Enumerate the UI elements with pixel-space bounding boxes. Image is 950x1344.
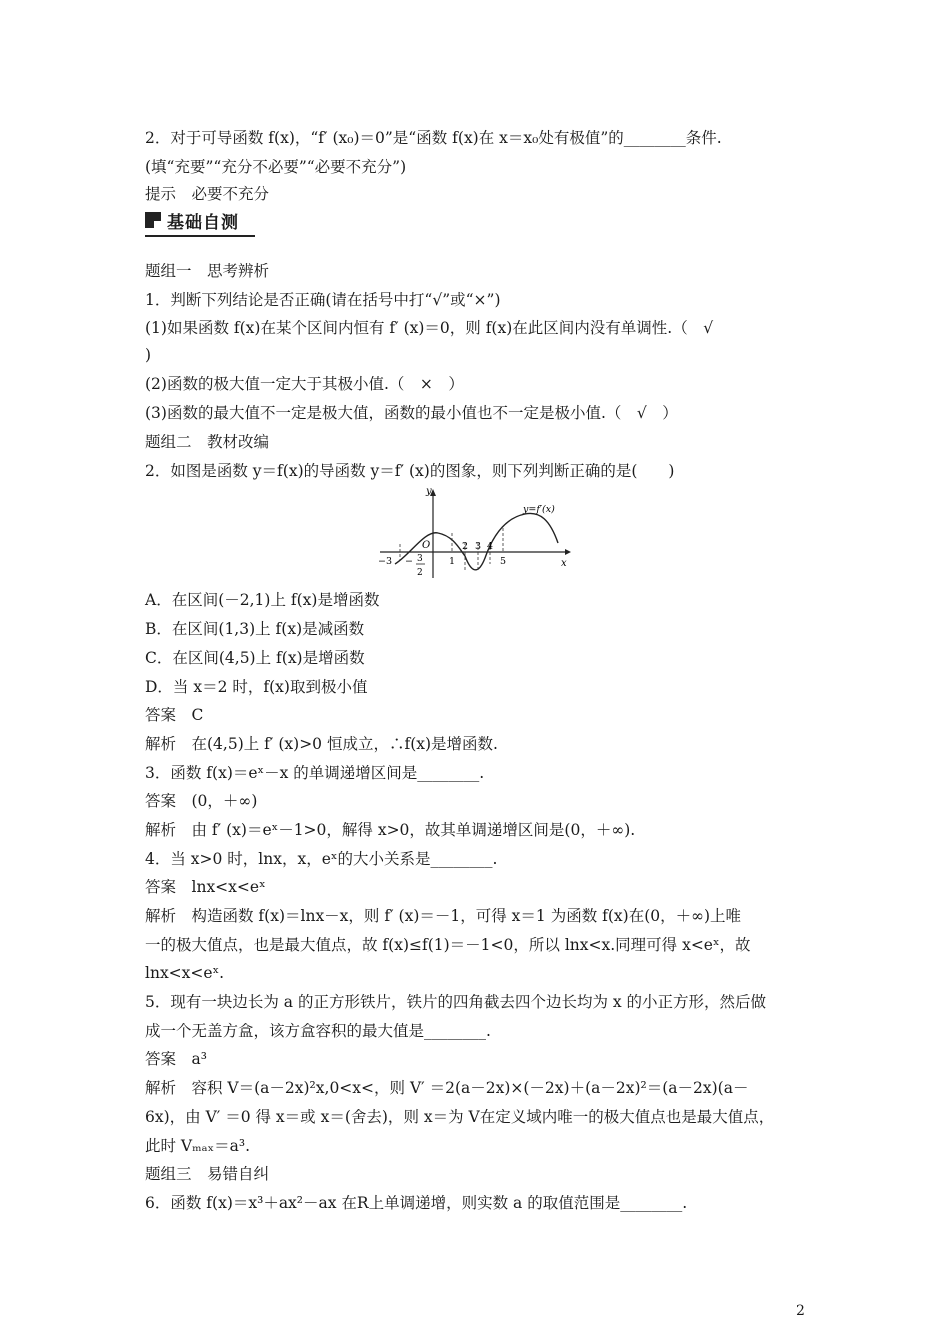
analysis-4-line-3: lnx<x<eˣ. xyxy=(145,964,225,982)
analysis-4-line-2: 一的极大值点，也是最大值点，故 f(x)≤f(1)＝－1<0，所以 lnx<x.同理可得 x<eˣ，故 xyxy=(145,936,751,954)
analysis-5-line-3: 此时 Vₘₐₓ＝a³. xyxy=(145,1137,251,1155)
derivative-graph-figure xyxy=(375,480,575,580)
question-6: 6．函数 f(x)＝x³＋ax²－ax 在R上单调递增，则实数 a 的取值范围是________. xyxy=(145,1194,688,1212)
page-number: 2 xyxy=(796,1303,805,1319)
judge-item-1-close: ) xyxy=(145,346,152,364)
section-square-icon xyxy=(145,212,161,228)
section-heading-underline xyxy=(145,235,255,237)
question-5-line-2: 成一个无盖方盒，该方盒容积的最大值是________. xyxy=(145,1022,491,1040)
analysis-5-line-2: 6x)，由 V′ ＝0 得 x＝或 x＝(舍去)，则 x＝为 V在定义域内唯一的极大值点也是最大值点， xyxy=(145,1108,775,1126)
group-1-title: 题组一 思考辨析 xyxy=(145,262,270,280)
judge-item-3: (3)函数的最大值不一定是极大值，函数的最小值也不一定是极小值.（ √ ） xyxy=(145,404,678,422)
tick-label-5: 5 xyxy=(500,556,507,567)
tick-label-2: 2 xyxy=(462,541,469,552)
answer-4: 答案 lnx<x<eˣ xyxy=(145,878,266,896)
tick-label-1: 1 xyxy=(449,556,456,567)
question-2-options: (填“充要”“充分不必要”“必要不充分”) xyxy=(145,158,407,176)
tick-label-frac-den: 2 xyxy=(417,568,423,578)
answer-3: 答案 (0，＋∞) xyxy=(145,792,258,810)
question-4: 4．当 x>0 时，lnx，x，eˣ的大小关系是________. xyxy=(145,850,498,868)
option-a: A．在区间(－2,1)上 f(x)是增函数 xyxy=(145,591,380,609)
tick-label-minus: − xyxy=(405,556,413,567)
section-heading-title: 基础自测 xyxy=(167,213,239,233)
curve-label: y=f′(x) xyxy=(523,504,555,515)
judge-item-2: (2)函数的极大值一定大于其极小值.（ × ） xyxy=(145,375,464,393)
question-3: 3．函数 f(x)＝eˣ－x 的单调递增区间是________. xyxy=(145,764,485,782)
option-b: B．在区间(1,3)上 f(x)是减函数 xyxy=(145,620,365,638)
analysis-2: 解析 在(4,5)上 f′ (x)>0 恒成立，∴f(x)是增函数. xyxy=(145,735,498,753)
judge-question: 1．判断下列结论是否正确(请在括号中打“√”或“×”) xyxy=(145,291,501,309)
answer-2: 答案 C xyxy=(145,706,204,724)
judge-item-1: (1)如果函数 f(x)在某个区间内恒有 f′ (x)＝0，则 f(x)在此区间内没有单调性.（ √ xyxy=(145,319,714,337)
hint-text: 提示 必要不充分 xyxy=(145,185,270,203)
answer-5: 答案 a³ xyxy=(145,1050,207,1068)
tick-label-4: 4 xyxy=(487,541,494,552)
x-axis-arrow xyxy=(565,549,571,555)
analysis-4-line-1: 解析 构造函数 f(x)＝lnx－x，则 f′ (x)＝－1，可得 x＝1 为函数 f(x)在(0，＋∞)上唯 xyxy=(145,907,742,925)
analysis-5-line-1: 解析 容积 V＝(a－2x)²x,0<x<，则 V′ ＝2(a－2x)×(－2x)＋(a－2x)²＝(a－2x)(a－ xyxy=(145,1079,749,1097)
origin-label: O xyxy=(422,540,431,551)
tick-label-frac-num: 3 xyxy=(417,554,423,564)
option-c: C．在区间(4,5)上 f(x)是增函数 xyxy=(145,649,365,667)
question-5-line-1: 5．现有一块边长为 a 的正方形铁片，铁片的四角截去四个边长均为 x 的小正方形，然后做 xyxy=(145,993,767,1011)
group-3-title: 题组三 易错自纠 xyxy=(145,1165,270,1183)
tick-label-neg3: −3 xyxy=(378,556,393,567)
question-2-text: 2．对于可导函数 f(x)，“f′ (x₀)＝0”是“函数 f(x)在 x＝x₀处有极值”的________条件. xyxy=(145,129,722,147)
group-2-title: 题组二 教材改编 xyxy=(145,433,270,451)
question-2b-text: 2．如图是函数 y＝f(x)的导函数 y＝f′ (x)的图象，则下列判断正确的是( ) xyxy=(145,462,675,480)
tick-label-3: 3 xyxy=(475,541,482,552)
analysis-3: 解析 由 f′ (x)＝eˣ－1>0，解得 x>0，故其单调递增区间是(0，＋∞). xyxy=(145,821,636,839)
section-heading xyxy=(145,206,255,236)
x-axis-label: x xyxy=(561,558,567,569)
option-d: D．当 x＝2 时，f(x)取到极小值 xyxy=(145,678,368,696)
y-axis-label: y xyxy=(426,486,432,497)
